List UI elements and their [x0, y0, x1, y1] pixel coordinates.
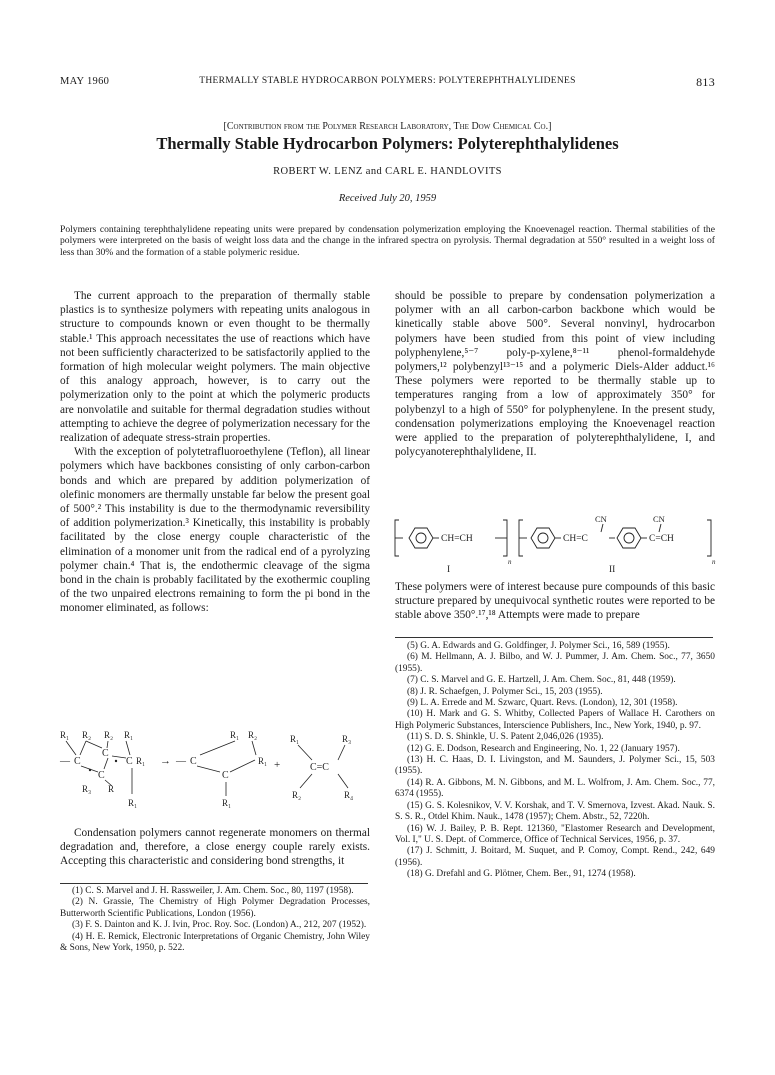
footnote-10: (10) H. Mark and G. S. Whitby, Collected Papers of Wallace H. Carothers on High Polymeric Substances, Interscience Publishers, Inc., New York, 1940, p. 97. — [395, 709, 715, 731]
mech-c6: C — [222, 770, 229, 781]
mechanism-svg — [60, 728, 370, 823]
mech-arrow: → — [160, 755, 171, 767]
mech-r4: R₄ — [344, 790, 354, 800]
right-column-continued — [395, 580, 715, 623]
mech-alkene: C=C — [310, 762, 329, 773]
mech-r3a: R₃ — [82, 784, 92, 794]
author-list: ROBERT W. LENZ and CARL E. HANDLOVITS — [273, 166, 502, 177]
footnote-12: (12) G. E. Dodson, Research and Engineering, No. 1, 22 (January 1957). — [407, 743, 680, 754]
polymer-ii-label: II — [609, 565, 616, 575]
footnote-18: (18) G. Drefahl and G. Plötner, Chem. Ber., 91, 1274 (1958). — [407, 869, 636, 880]
mech-dash-b: — — [176, 756, 186, 767]
mech-r3b: R₃ — [342, 734, 352, 744]
polymer-structures — [395, 510, 715, 576]
page-number: 813 — [696, 75, 715, 89]
running-title: THERMALLY STABLE HYDROCARBON POLYMERS: POLYTEREPHTHALYLIDENES — [199, 76, 576, 86]
mech-c5: C — [190, 756, 197, 767]
left-column-continued — [60, 826, 370, 869]
footnote-2: (2) N. Grassie, The Chemistry of High Polymer Degradation Processes, Butterworth Scientific Publications, London (1956). — [60, 897, 370, 919]
polymer-i-label: I — [447, 565, 451, 575]
mech-r2c: R₂ — [248, 730, 258, 740]
polymer-ii-unit1: CH=C — [563, 534, 588, 544]
mech-ra: R — [108, 784, 115, 794]
polymer-ii-cn-2: CN — [653, 514, 665, 524]
footnote-9: (9) L. A. Errede and M. Szwarc, Quart. Revs. (London), 12, 301 (1958). — [407, 698, 678, 709]
footnote-5: (5) G. A. Edwards and G. Goldfinger, J. Polymer Sci., 16, 589 (1955). — [407, 641, 670, 651]
mech-r2b: R₂ — [104, 730, 114, 740]
footnote-11: (11) S. D. S. Shinkle, U. S. Patent 2,046,026 (1935). — [407, 732, 604, 743]
footnote-15: (15) G. S. Kolesnikov, V. V. Korshak, and T. V. Smernova, Izvest. Akad. Nauk. S. S. S. R., Otdel Khim. Nauk., 1478 (1957); Chem. Abstr., 52, 7220h. — [395, 800, 715, 823]
footnote-4: (4) H. E. Remick, Electronic Interpretations of Organic Chemistry, John Wiley & Sons, New York, 1950, p. 522. — [60, 931, 370, 954]
footnote-13: (13) H. C. Haas, D. I. Livingston, and M. Saunders, J. Polymer Sci., 15, 503 (1955). — [395, 755, 715, 777]
mech-dash-a: — — [60, 756, 70, 767]
mech-r1g: R₁ — [222, 798, 232, 808]
received-date: Received July 20, 1959 — [338, 193, 437, 204]
right-column — [395, 289, 715, 459]
mech-c2: C — [102, 748, 109, 759]
mech-r1b: R₁ — [124, 730, 134, 740]
left-paragraph-1: The current approach to the preparation of thermally stable plastics is to synthesize polymers with repeating units analogous in structure to compounds known or even thought to be thermally stable.¹ This approach necessitates the use of reactions which have not been sufficiently characterized to be satisfactorily applied to the formation of high molecular weight polymers. The main objective of this analogy approach, however, is to carry out the polymerization only to the point at which the polymeric products are nonvolatile and suitable for thermal degradation studies without attempting to achieve the degree of polymerization necessary for the realization of adequate stress-strain properties. — [60, 290, 370, 445]
footnote-14: (14) R. A. Gibbons, M. N. Gibbons, and M. L. Wolfrom, J. Am. Chem. Soc., 77, 6374 (1955). — [395, 777, 715, 800]
footnote-8: (8) J. R. Schaefgen, J. Polymer Sci., 15, 203 (1955). — [407, 686, 603, 697]
mech-c1: C — [74, 756, 81, 767]
mech-r2a: R₂ — [82, 730, 92, 740]
polymer-ii-unit2: C=CH — [649, 534, 674, 544]
mech-r1a: R₁ — [60, 730, 70, 740]
mech-plus: + — [274, 759, 281, 771]
right-paragraph-2: These polymers were of interest because pure compounds of this basic structure prepared by unequivocal synthetic routes were reported to be stable above 350°.¹⁷,¹⁸ Attempts were made to prepare — [395, 581, 715, 622]
left-footnote-rule — [60, 883, 368, 884]
right-footnote-rule — [395, 637, 713, 638]
footnote-17: (17) J. Schmitt, J. Boitard, M. Suquet, and P. Comoy, Compt. Rend., 242, 649 (1956). — [395, 846, 715, 868]
footnote-6: (6) M. Hellmann, A. J. Bilbo, and W. J. Pummer, J. Am. Chem. Soc., 77, 3650 (1955). — [395, 652, 715, 674]
mech-r2d: R₂ — [292, 790, 302, 800]
polymer-ii-n: n — [712, 558, 716, 566]
left-footnotes — [60, 886, 370, 954]
right-paragraph-1: should be possible to prepare by condensation polymerization a polymer with an all carbon-carbon backbone which would be kinetically stable above 500°. Several nonvinyl, hydrocarbon polymers have been studied from this point of view including polyphenylene,⁵⁻⁷ poly-p-xylene,⁸⁻¹¹ phenol-formaldehyde polymers,¹² polybenzyl¹³⁻¹⁵ and a polymeric Diels-Alder adduct.¹⁶ These polymers were reported to be thermally stable up to temperatures ranging from a low of approximately 350° for polybenzyl to a high of 550° for polyphenylene. In the present study, condensation polymerizations employing the Knoevenagel reaction were applied to the preparation of polyterephthalylidene, I, and polycyanoterephthalylidene, II. — [395, 290, 715, 459]
mech-r1h: R₁ — [290, 734, 300, 744]
mech-r1e: R₁ — [230, 730, 240, 740]
left-column — [60, 289, 370, 616]
mech-c4: C — [126, 756, 133, 767]
polymer-structures-svg — [395, 510, 715, 576]
left-paragraph-3: Condensation polymers cannot regenerate monomers on thermal degradation and, therefore, a close energy couple rarely exists. Accepting this characteristic and considering bond strengths, it — [60, 827, 370, 868]
mech-r1d: R₁ — [128, 798, 138, 808]
left-paragraph-2: With the exception of polytetrafluoroethylene (Teflon), all linear polymers which have backbones consisting of only carbon-carbon bonds and which are prepared by addition polymerization of olefinic monomers are thermally unstable far below the present goal of 500°.² This instability is due to the thermodynamic reversibility of addition polymerization.³ Kinetically, this instability is probably facilitated by the close energy couple characteristic of the elimination of a monomer unit from the radical end of a pyrolyzing polymer chain.⁴ That is, the endothermic cleavage of the sigma bond in the chain is probably facilitated by the exothermic coupling of the two unpaired electrons remaining to form the pi bond in the monomer eliminated, as follows: — [60, 446, 370, 615]
running-head — [60, 76, 715, 90]
issue-date: MAY 1960 — [60, 76, 110, 87]
polymer-ii-cn-1: CN — [595, 514, 607, 524]
mech-r1f: R₁ — [258, 756, 268, 766]
footnote-1: (1) C. S. Marvel and J. H. Rassweiler, J. Am. Chem. Soc., 80, 1197 (1958). — [72, 886, 354, 896]
article-title: Thermally Stable Hydrocarbon Polymers: Polyterephthalylidenes — [156, 134, 619, 153]
polymer-i-n: n — [508, 558, 512, 566]
mech-r1c: R₁ — [136, 756, 146, 766]
footnote-3: (3) F. S. Dainton and K. J. Ivin, Proc. Roy. Soc. (London) A., 212, 207 (1952). — [72, 920, 367, 931]
footnote-7: (7) C. S. Marvel and G. E. Hartzell, J. Am. Chem. Soc., 81, 448 (1959). — [407, 675, 676, 686]
polymer-i-unit: CH=CH — [441, 534, 473, 544]
footnote-16: (16) W. J. Bailey, P. B. Rept. 121360, "Elastomer Research and Development, Vol. I," U. S. Dept. of Commerce, Office of Technical Services, 1956, p. 37. — [395, 823, 715, 845]
abstract: Polymers containing terephthalylidene repeating units were prepared by condensation polymerization employing the Knoevenagel reaction. Thermal stabilities of the polymers were interpreted on the basis of weight loss data and the change in the infrared spectra on pyrolysis. Thermal degradation at 550° resulted in a weight loss of less than 30% and the formation of a stable polymeric residue. — [60, 224, 715, 258]
mech-c3: C — [98, 770, 105, 781]
contribution-line: [Contribution from the Polymer Research Laboratory, The Dow Chemical Co.] — [223, 121, 552, 132]
right-footnotes — [395, 641, 715, 881]
mechanism-scheme — [60, 728, 370, 823]
